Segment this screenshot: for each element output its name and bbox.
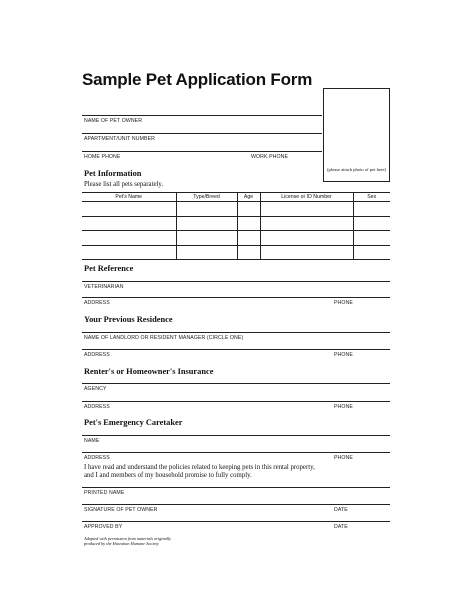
signature-line[interactable]: [82, 504, 390, 505]
owner-name-line[interactable]: [82, 115, 322, 116]
printed-name-line[interactable]: [82, 487, 390, 488]
footnote-line-2: produced by the Hawaiian Humane Society: [84, 541, 159, 547]
insurance-address-line[interactable]: [82, 401, 390, 402]
owner-name-label: NAME OF PET OWNER: [84, 118, 143, 124]
table-cell[interactable]: [82, 245, 176, 260]
landlord-line[interactable]: [82, 332, 390, 333]
table-cell[interactable]: [237, 202, 260, 217]
col-header-sex: Sex: [353, 193, 390, 202]
caretaker-name-label: NAME: [84, 438, 100, 444]
table-cell[interactable]: [82, 216, 176, 231]
table-cell[interactable]: [353, 216, 390, 231]
approved-line[interactable]: [82, 521, 390, 522]
col-header-pet-name: Pet's Name: [82, 193, 176, 202]
col-header-age: Age: [237, 193, 260, 202]
pet-info-table: [82, 192, 390, 260]
table-cell[interactable]: [353, 231, 390, 246]
footnote-line-1: Adapted with permission from materials originally: [84, 536, 172, 541]
caretaker-name-line[interactable]: [82, 435, 390, 436]
table-cell[interactable]: [260, 202, 353, 217]
signature-date-label: DATE: [334, 507, 348, 513]
insurance-address-label: ADDRESS: [84, 404, 110, 410]
caretaker-address-label: ADDRESS: [84, 455, 110, 461]
table-cell[interactable]: [237, 245, 260, 260]
residence-address-line[interactable]: [82, 349, 390, 350]
landlord-label: NAME OF LANDLORD OR RESIDENT MANAGER (CIRCLE ONE): [84, 335, 244, 341]
apartment-label: APARTMENT/UNIT NUMBER: [84, 136, 155, 142]
table-cell[interactable]: [176, 245, 237, 260]
table-row: [82, 231, 390, 246]
pet-info-instruction: Please list all pets separately.: [84, 181, 164, 188]
agreement-line-1: I have read and understand the policies related to keeping pets in this rental property,: [84, 464, 315, 471]
caretaker-address-line[interactable]: [82, 452, 390, 453]
veterinarian-label: VETERINARIAN: [84, 284, 124, 290]
work-phone-label: WORK PHONE: [251, 154, 289, 160]
table-cell[interactable]: [82, 202, 176, 217]
table-cell[interactable]: [260, 216, 353, 231]
agreement-line-2: and I and members of my household promise to fully comply.: [84, 472, 252, 479]
apartment-line[interactable]: [82, 133, 322, 134]
table-cell[interactable]: [176, 231, 237, 246]
phone-line[interactable]: [82, 151, 322, 152]
insurance-phone-label: PHONE: [334, 404, 353, 410]
table-row: [82, 202, 390, 217]
vet-address-line[interactable]: [82, 297, 390, 298]
table-cell[interactable]: [260, 245, 353, 260]
pet-reference-heading: Pet Reference: [84, 264, 134, 273]
col-header-license: License or ID Number: [260, 193, 353, 202]
photo-note: (please attach photo of pet here): [326, 167, 387, 172]
footnote: [84, 536, 171, 546]
form-title: Sample Pet Application Form: [82, 70, 313, 89]
table-cell[interactable]: [82, 231, 176, 246]
approved-date-label: DATE: [334, 524, 348, 530]
col-header-type-breed: Type/Breed: [176, 193, 237, 202]
vet-address-label: ADDRESS: [84, 300, 110, 306]
printed-name-label: PRINTED NAME: [84, 490, 125, 496]
caretaker-heading: Pet's Emergency Caretaker: [84, 418, 183, 427]
table-cell[interactable]: [353, 202, 390, 217]
table-cell[interactable]: [237, 231, 260, 246]
pet-info-heading: Pet Information: [84, 169, 142, 178]
residence-phone-label: PHONE: [334, 352, 353, 358]
agency-label: AGENCY: [84, 386, 107, 392]
vet-phone-label: PHONE: [334, 300, 353, 306]
approved-by-label: APPROVED BY: [84, 524, 123, 530]
table-cell[interactable]: [260, 231, 353, 246]
table-cell[interactable]: [176, 216, 237, 231]
table-cell[interactable]: [176, 202, 237, 217]
agency-line[interactable]: [82, 383, 390, 384]
previous-residence-heading: Your Previous Residence: [84, 315, 173, 324]
pet-table-header: [82, 193, 390, 202]
signature-label: SIGNATURE OF PET OWNER: [84, 507, 158, 513]
insurance-heading: Renter's or Homeowner's Insurance: [84, 367, 214, 376]
table-cell[interactable]: [237, 216, 260, 231]
veterinarian-line[interactable]: [82, 281, 390, 282]
home-phone-label: HOME PHONE: [84, 154, 121, 160]
table-row: [82, 245, 390, 260]
caretaker-phone-label: PHONE: [334, 455, 353, 461]
table-row: [82, 216, 390, 231]
table-cell[interactable]: [353, 245, 390, 260]
residence-address-label: ADDRESS: [84, 352, 110, 358]
